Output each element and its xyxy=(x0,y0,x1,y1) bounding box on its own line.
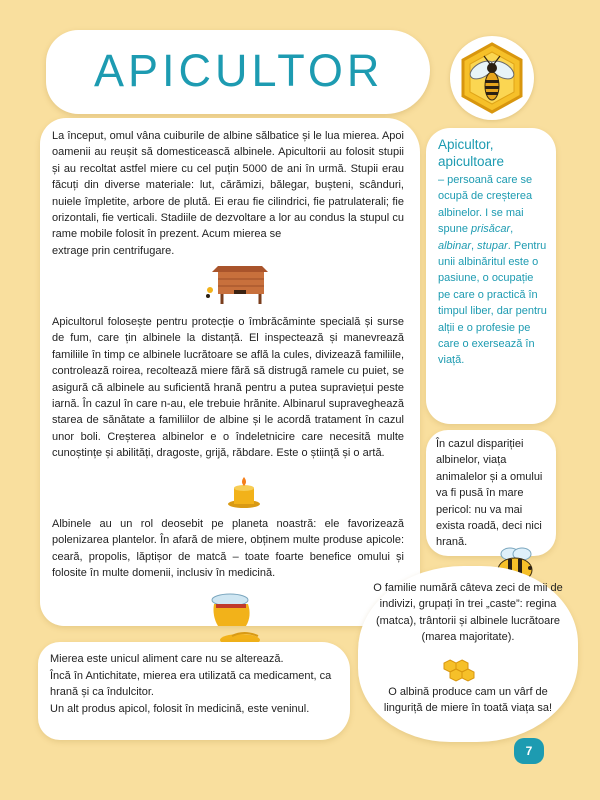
history-text: La început, omul vâna cuiburile de albine sălbatice și le lua mierea. Apoi oamenii au reușit să domesticească albinele. Apicultorii au folosit stupii și au recoltat astfel miere cu cel puțin 5000 de ani în urmă. Stupii erau făcuți din diverse materiale: lut, cărămizi, bălegar, bușteni, scânduri, nuiele împletite, arbore de plută. Ei erau fie cilindrici, fie patrulaterali; fie orizontali, fie verticali. Stadiile de dezvoltare a lor au condus la stupul cu rame mobile folosit în prezent. Acum mierea se xyxy=(52,130,404,241)
page-title: APICULTOR xyxy=(94,45,384,96)
main-text-card xyxy=(40,118,420,626)
honey-fact-line: Mierea este unicul aliment care nu se alterează. xyxy=(50,653,284,665)
history-paragraph xyxy=(52,128,404,259)
definition-term: Apicultor, apicultoare xyxy=(438,137,505,169)
honey-fact-line: Un alt produs apicol, folosit în medicină, este veninul. xyxy=(50,702,310,715)
honeycomb-illustration xyxy=(442,658,478,687)
synonyms-intro: I se mai spune xyxy=(438,206,524,236)
bee-emblem-icon xyxy=(450,36,534,120)
beekeeper-paragraph: Apicultorul folosește pentru protecție o îmbrăcăminte specială și surse de fum, care țin albinele la distanță. El inspectează și manevrează familiile în timp ce albinele lucrătoare se află la cules, divizează familiile, controlează roirea, recoltează miere fără să distrugă ramele cu puiet, se asigură că albinele au suficientă hrană pentru a putea supraviețui peste iarnă. În cazul în care n-au, ele trebuie hrănite. Albinarul supraveghează starea de sănătate a familiilor de albine și le acordă tratament în cazul unor boli. Creșterea albinelor e o îndeletnicire care necesită multe cunoștințe și abilități, dragoste, grijă, răbdare. Este o știință și o artă. xyxy=(52,316,404,460)
bee-family-text: O familie numără câteva zeci de mii de indivizi, grupați în trei „caste”: regina (matca), trântorii și albinele lucrătoare (marea majoritate). xyxy=(373,582,563,644)
synonym: albinar xyxy=(438,239,472,252)
synonym: prisăcar xyxy=(471,223,511,236)
bee-extinction-card xyxy=(426,430,556,556)
honey-facts-paragraph xyxy=(50,651,342,717)
definition-body: – persoană care se ocupă de creșterea albinelor. I se mai spune prisăcar, albinar, stupar. Pentru unii albinăritul este o pasiune, o ocupație pe care o practică în timpul liber, dar pentru alții e o profesie pe care o exersează în viață. xyxy=(438,174,547,367)
definition-text: – persoană care se ocupă de creșterea albinelor. xyxy=(438,174,533,219)
page-number-badge: 7 xyxy=(514,738,544,764)
definition-extra: Pentru unii albinăritul este o pasiune, o ocupație pe care o practică în timpul liber, dar pentru alții e o profesie pe care o exersează în viață. xyxy=(438,239,547,367)
history-text-end: extrage prin centrifugare. xyxy=(52,244,175,257)
candle-illustration xyxy=(226,476,262,513)
bee-family-card xyxy=(358,566,578,742)
synonym: stupar xyxy=(477,239,508,252)
beehive-illustration xyxy=(204,258,274,311)
definition-card xyxy=(426,128,556,424)
title-bubble xyxy=(46,30,430,114)
honey-fact-line: Încă în Antichitate, mierea era utilizată ca medicament, ca hrană și ca îndulcitor. xyxy=(50,669,332,699)
honey-facts-card xyxy=(38,642,350,740)
honey-production-text: O albină produce cam un vârf de linguriță de miere în toată viața sa! xyxy=(383,686,553,715)
bees-role-paragraph: Albinele au un rol deosebit pe planeta noastră: ele favorizează polenizarea plantelor. În afară de miere, obținem multe produse apicole: ceară, propolis, lăptișor de matcă – toate foarte benefice omului și folosite în multe domenii, inclusiv în medicină. xyxy=(52,518,404,580)
bee-extinction-text: În cazul dispariției albinelor, viața animalelor și a omului va fi pusă în mare pericol: nu va mai exista roadă, deci nici hrană. xyxy=(436,438,543,549)
